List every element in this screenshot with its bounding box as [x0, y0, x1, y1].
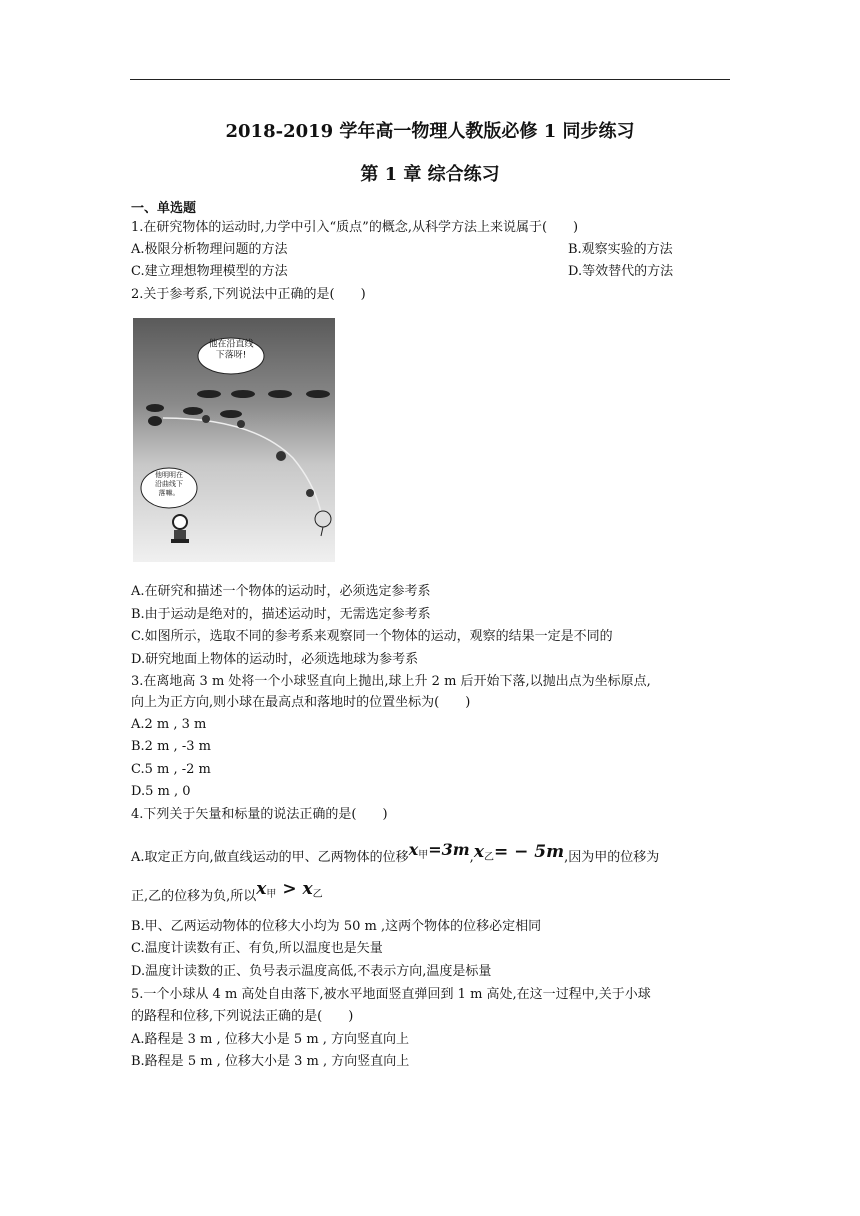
bubble-top-text: 他在沿直线下落呀!	[208, 339, 254, 361]
q1-option-a: A.极限分析物理问题的方法	[131, 242, 288, 257]
q1-stem: 1.在研究物体的运动时,力学中引入“质点”的概念,从科学方法上来说属于( )	[131, 220, 579, 235]
q3-option-b: B.2 m , -3 m	[131, 739, 211, 754]
q3-stem-line1: 3.在离地高 3 m 处将一个小球竖直向上抛出,球上升 2 m 后开始下落,以抛出点为坐标原点,	[131, 674, 651, 689]
chapter-title: 第 1 章 综合练习	[360, 164, 500, 185]
q5-stem-line2: 的路程和位移,下列说法正确的是( )	[131, 1009, 354, 1024]
bubble-left-text: 他明明在沿曲线下落嘛。	[155, 471, 183, 497]
q4-math-x-jia: $x_甲=3m$	[408, 840, 470, 861]
header-rule	[130, 79, 730, 80]
q4-math-x-yi: $x_乙= - 5m$	[473, 842, 565, 863]
q3-option-d: D.5 m , 0	[131, 784, 191, 799]
q2-option-c: C.如图所示，选取不同的参考系来观察同一个物体的运动，观察的结果一定是不同的	[131, 629, 613, 644]
q4-option-a-line2: 正,乙的位移为负,所以$x_甲 > x_乙$	[131, 879, 323, 904]
q2-stem: 2.关于参考系,下列说法中正确的是( )	[131, 287, 366, 302]
q2-option-b: B.由于运动是绝对的，描述运动时，无需选定参考系	[131, 607, 431, 622]
q4-option-a-text: A.取定正方向,做直线运动的甲、乙两物体的位移	[131, 850, 409, 865]
document-title: 2018-2019 学年高一物理人教版必修 1 同步练习	[225, 121, 635, 142]
q1-option-d: D.等效替代的方法	[568, 264, 674, 279]
q4-option-d: D.温度计读数的正、负号表示温度高低,不表示方向,温度是标量	[131, 964, 492, 979]
q2-option-a: A.在研究和描述一个物体的运动时，必须选定参考系	[131, 584, 431, 599]
q5-option-a: A.路程是 3 m , 位移大小是 5 m , 方向竖直向上	[131, 1032, 410, 1047]
q4-option-c: C.温度计读数有正、有负,所以温度也是矢量	[131, 941, 383, 956]
q1-option-c: C.建立理想物理模型的方法	[131, 264, 288, 279]
q1-option-b: B.观察实验的方法	[568, 242, 673, 257]
q5-stem-line1: 5.一个小球从 4 m 高处自由落下,被水平地面竖直弹回到 1 m 高处,在这一过程中,关于小球	[131, 987, 651, 1002]
section-heading: 一、单选题	[131, 201, 197, 216]
q3-option-a: A.2 m , 3 m	[131, 717, 207, 732]
q3-option-c: C.5 m , -2 m	[131, 762, 211, 777]
q4-stem: 4.下列关于矢量和标量的说法正确的是( )	[131, 807, 388, 822]
q2-option-d: D.研究地面上物体的运动时，必须选地球为参考系	[131, 652, 419, 667]
q4-math-compare: $x_甲 > x_乙$	[256, 879, 323, 900]
q5-option-b: B.路程是 5 m , 位移大小是 3 m , 方向竖直向上	[131, 1054, 410, 1069]
q4-option-a-line1: A.取定正方向,做直线运动的甲、乙两物体的位移$x_甲=3m,x_乙= - 5m$,因为甲的位移为	[131, 840, 660, 865]
q2-reference-frame-illustration	[133, 318, 335, 562]
q4-option-b: B.甲、乙两运动物体的位移大小均为 50 m ,这两个物体的位移必定相同	[131, 919, 542, 934]
q3-stem-line2: 向上为正方向,则小球在最高点和落地时的位置坐标为( )	[131, 695, 471, 710]
